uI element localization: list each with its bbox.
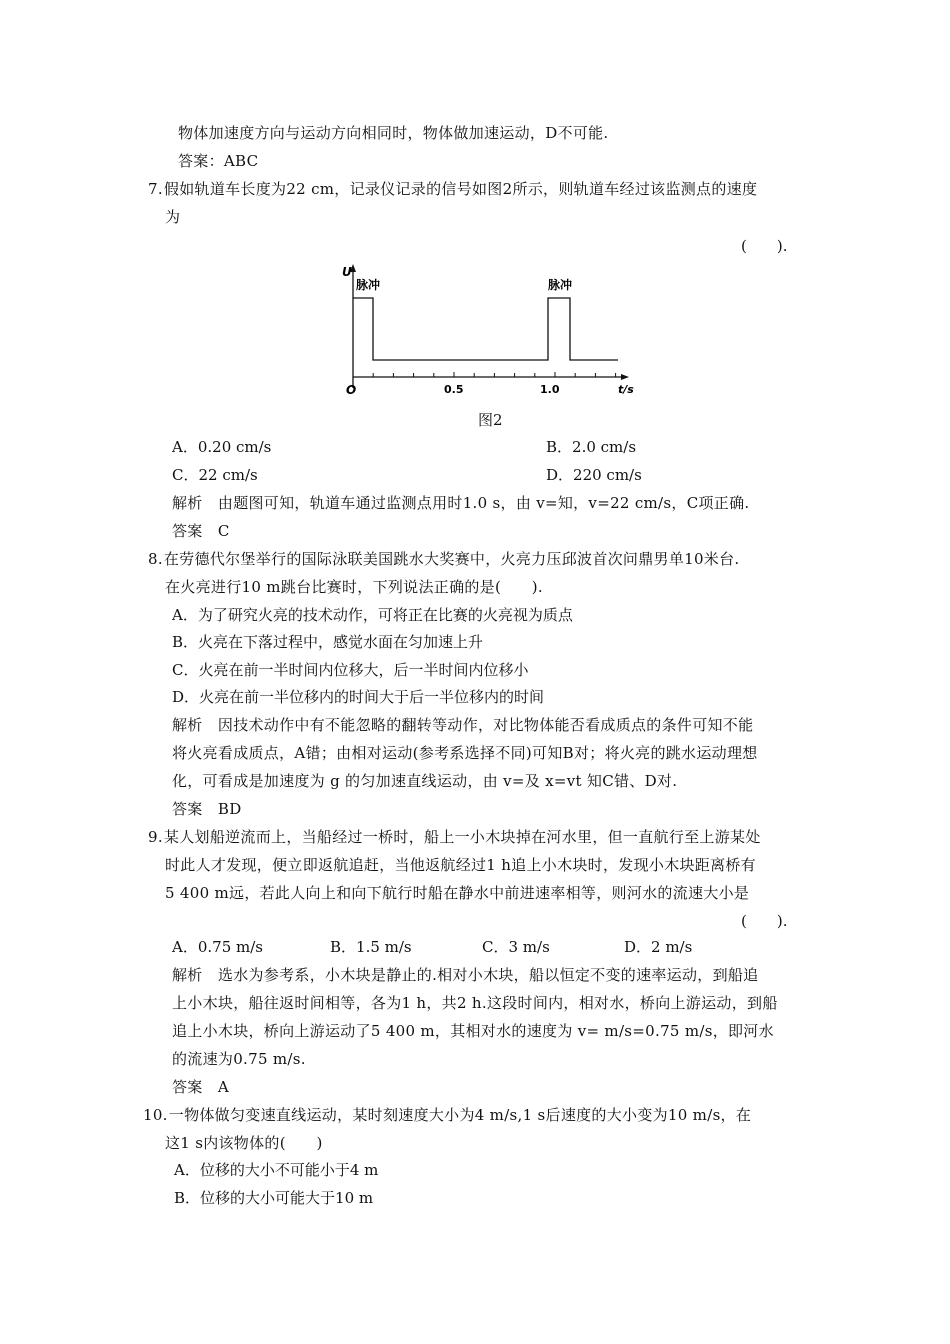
q8-option-b: B．火亮在下落过程中，感觉水面在匀加速上升: [172, 633, 484, 651]
q7-answer: 答案 C: [172, 522, 230, 540]
q7-option-b: B．2.0 cm/s: [546, 438, 637, 456]
q9-analysis-line-3: 追上小木块，桥向上游运动了5 400 m，其相对水的速度为 v= m/s=0.75 m/s，即河水: [172, 1022, 774, 1040]
q8-analysis-line-3: 化，可看成是加速度为 g 的匀加速直线运动，由 v=及 x=vt 知C错、D对.: [172, 772, 678, 790]
x-axis-label: t/s: [618, 383, 634, 396]
y-axis-label: U: [342, 265, 352, 279]
q8-analysis-line-2: 将火亮看成质点，A错；由相对运动(参考系选择不同)可知B对；将火亮的跳水运动理想: [172, 744, 758, 762]
q7-analysis: 解析 由题图可知，轨道车通过监测点用时1.0 s，由 v=知，v=22 cm/s，C项正确.: [172, 494, 750, 512]
tick-label-0-5: 0.5: [444, 383, 464, 396]
q10-stem-line-1: [143, 1105, 751, 1125]
tick-label-1-0: 1.0: [540, 383, 560, 396]
signal-trace: [353, 298, 618, 360]
q10-stem-text-1: 一物体做匀变速直线运动，某时刻速度大小为4 m/s,1 s后速度的大小变为10 m/s，在: [168, 1106, 752, 1124]
q7-option-c: C．22 cm/s: [172, 466, 258, 484]
q9-analysis-line-4: 的流速为0.75 m/s.: [172, 1050, 306, 1068]
q9-stem-line-1: [148, 827, 761, 847]
q7-answer-bracket: ( ).: [741, 237, 788, 255]
x-axis-arrow-icon: [621, 374, 629, 380]
q9-option-b: B．1.5 m/s: [330, 938, 412, 956]
q9-stem-text-1: 某人划船逆流而上，当船经过一桥时，船上一小木块掉在河水里，但一直航行至上游某处: [163, 828, 761, 846]
figure-caption: 图2: [478, 411, 503, 429]
q8-analysis-line-1: 解析 因技术动作中有不能忽略的翻转等动作，对比物体能否看成质点的条件可知不能: [172, 716, 754, 734]
q6-explanation-line: 物体加速度方向与运动方向相同时，物体做加速运动，D不可能.: [178, 124, 609, 142]
q8-number: 8.: [148, 550, 163, 568]
q8-stem-line-1: [148, 549, 739, 569]
q8-option-d: D．火亮在前一半位移内的时间大于后一半位移内的时间: [172, 688, 545, 706]
q9-stem-line-2: 时此人才发现，便立即返航追赶，当他返航经过1 h追上小木块时，发现小木块距离桥有: [165, 856, 756, 874]
q7-pulse-figure: [338, 262, 638, 402]
q9-option-a: A．0.75 m/s: [172, 938, 263, 956]
q8-option-c: C．火亮在前一半时间内位移大，后一半时间内位移小: [172, 661, 529, 679]
q9-analysis-line-1: 解析 选水为参考系，小木块是静止的.相对小木块，船以恒定不变的速率运动，到船追: [172, 966, 759, 984]
q10-stem-line-2: 这1 s内该物体的( ): [165, 1134, 323, 1152]
q7-option-d: D．220 cm/s: [546, 466, 642, 484]
q9-number: 9.: [148, 828, 163, 846]
q7-stem-line-1: [148, 179, 757, 199]
q7-stem-line-2: 为: [165, 208, 181, 226]
q10-option-a: A．位移的大小不可能小于4 m: [174, 1161, 379, 1179]
q10-option-b: B．位移的大小可能大于10 m: [174, 1189, 374, 1207]
q9-answer-bracket: ( ).: [741, 912, 788, 930]
q7-stem-text-1: 假如轨道车长度为22 cm，记录仪记录的信号如图2所示，则轨道车经过该监测点的速度: [163, 180, 758, 198]
q6-answer: 答案：ABC: [178, 152, 259, 170]
q8-option-a: A．为了研究火亮的技术动作，可将正在比赛的火亮视为质点: [172, 606, 573, 624]
q9-stem-line-3: 5 400 m远，若此人向上和向下航行时船在静水中前进速率相等，则河水的流速大小是: [165, 884, 750, 902]
q9-option-c: C．3 m/s: [482, 938, 550, 956]
q8-stem-line-2: 在火亮进行10 m跳台比赛时，下列说法正确的是( ).: [165, 578, 543, 596]
q9-analysis-line-2: 上小木块，船往返时间相等，各为1 h，共2 h.这段时间内，相对水，桥向上游运动，到船: [172, 994, 778, 1012]
q10-number: 10.: [143, 1106, 168, 1124]
q7-number: 7.: [148, 180, 163, 198]
origin-label: O: [346, 383, 357, 397]
q7-option-a: A．0.20 cm/s: [172, 438, 272, 456]
q9-option-d: D．2 m/s: [624, 938, 693, 956]
pulse-label-1: 脉冲: [356, 278, 381, 292]
q8-stem-text-1: 在劳德代尔堡举行的国际泳联美国跳水大奖赛中，火亮力压邱波首次问鼎男单10米台.: [163, 550, 740, 568]
q8-answer: 答案 BD: [172, 800, 242, 818]
pulse-signal-graph: [338, 262, 638, 402]
x-axis-ticks: [373, 372, 615, 377]
q9-answer: 答案 A: [172, 1078, 230, 1096]
pulse-label-2: 脉冲: [548, 278, 573, 292]
